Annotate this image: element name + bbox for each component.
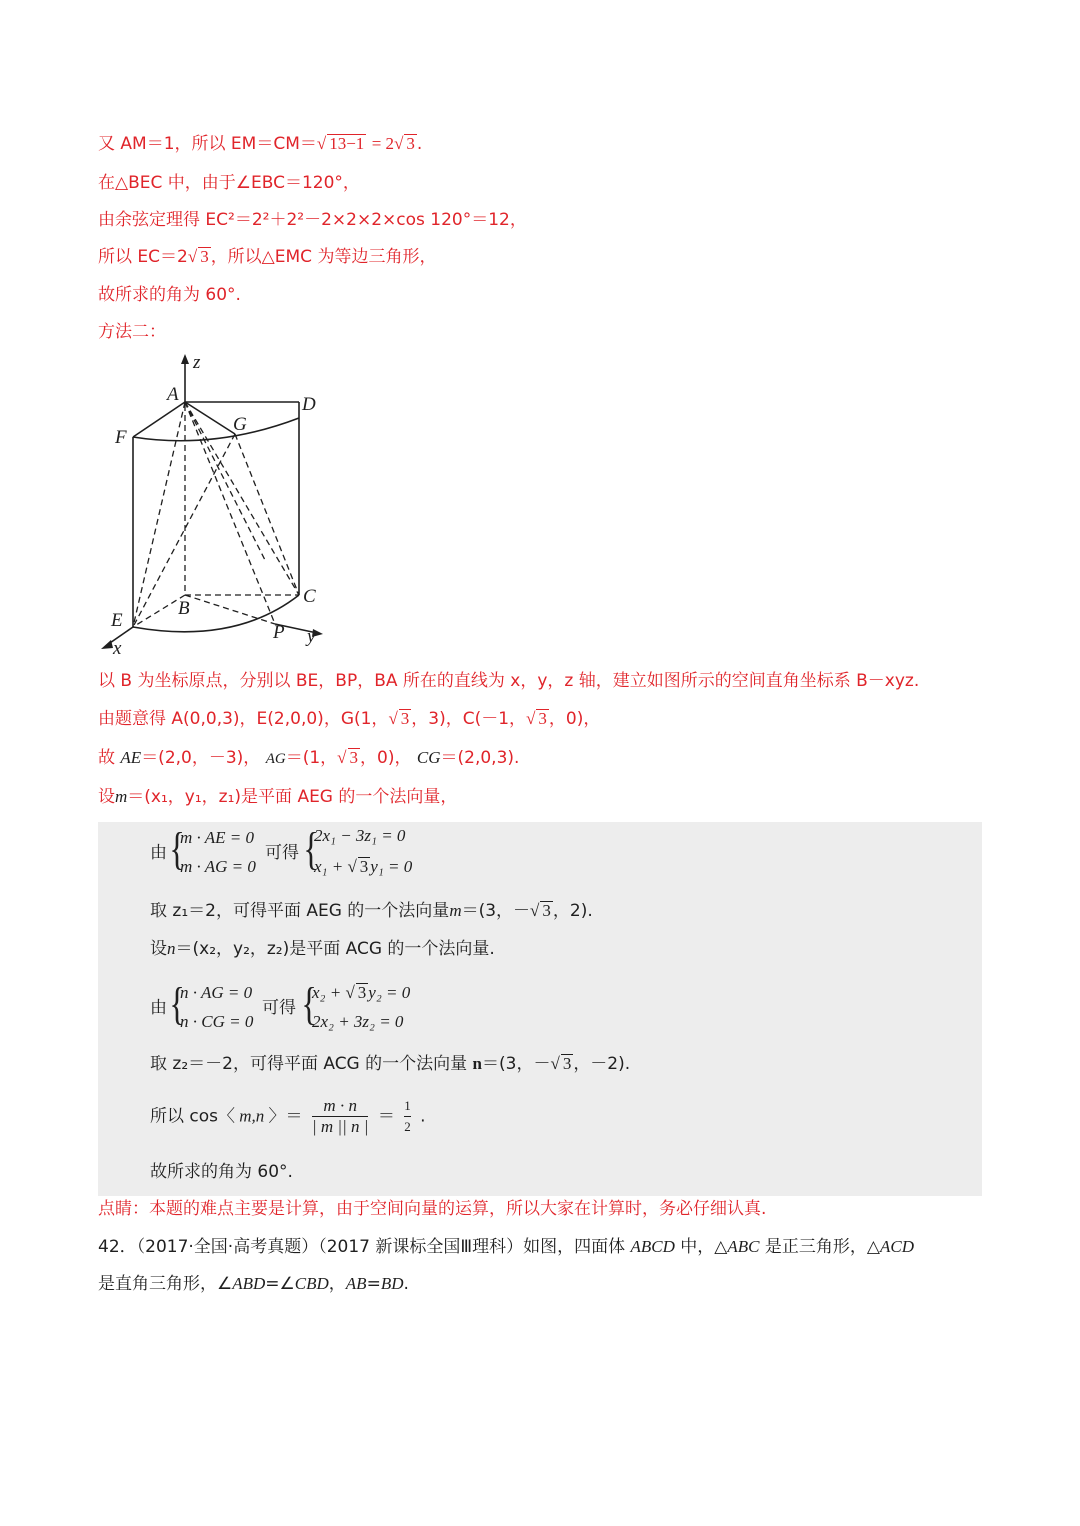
label-x: x: [113, 638, 122, 659]
eq-m-ag: m · AG = 0: [180, 857, 256, 876]
label-d: D: [302, 394, 316, 415]
solution-box: [98, 822, 982, 1196]
brace-left-2: {: [169, 978, 185, 1029]
label-y: y: [307, 626, 316, 647]
label-z: z: [193, 352, 201, 373]
line-cosine-law: 由余弦定理得 EC²＝2²＋2²－2×2×2×cos 120°＝12，: [98, 210, 527, 230]
eq-n-ag: n · AG = 0: [180, 983, 253, 1002]
label-e: E: [111, 610, 123, 631]
label-g: G: [233, 414, 247, 435]
line-bec: 在△BEC 中，由于∠EBC＝120°，: [98, 173, 360, 193]
z-arrow: [181, 354, 189, 364]
line-ec: 所以 EC＝2√ 3 ，所以△EMC 为等边三角形，: [98, 247, 437, 267]
cos-formula: 所以 cos〈 m,n 〉＝ $\frac{m \cdot n}{| m || n |}$ ＝ $\frac{1}{2}$ .: [150, 1096, 426, 1136]
you-1: 由: [150, 843, 167, 863]
label-c: C: [303, 586, 316, 607]
kede-1: 可得: [265, 843, 299, 863]
method-two-heading: 方法二：: [98, 322, 166, 342]
take-z2: 取 z₂＝－2，可得平面 ACG 的一个法向量 n＝(3，－√ 3 ，－2).: [150, 1054, 631, 1074]
label-b: B: [178, 598, 190, 619]
line-points: 由题意得 A(0,0,3)，E(2,0,0)，G(1，√ 3 ，3)，C(－1，√ 3 ，0)，: [98, 709, 601, 729]
question-42-line1: 42．（2017·全国·高考真题）（2017 新课标全国Ⅲ理科）如图，四面体 ABCD 中，△ABC 是正三角形，△ACD: [98, 1237, 914, 1257]
question-42-line2: 是直角三角形，∠ABD=∠CBD，AB=BD.: [98, 1274, 409, 1294]
eq-n-cg: n · CG = 0: [180, 1012, 254, 1031]
line-coordinate-system: 以 B 为坐标原点，分别以 BE，BP，BA 所在的直线为 x，y，z 轴，建立如图所示的空间直角坐标系 B－xyz.: [98, 671, 920, 691]
brace-left-1: {: [169, 823, 185, 874]
line-angle-60: 故所求的角为 60°.: [98, 285, 241, 305]
label-f: F: [115, 427, 127, 448]
brace-right-1: {: [303, 823, 319, 874]
brace-right-2: {: [301, 978, 317, 1029]
kede-2: 可得: [262, 998, 296, 1018]
set-n: 设n＝(x₂，y₂，z₂)是平面 ACG 的一个法向量.: [150, 939, 495, 959]
line-vectors: 故 AE＝(2,0，－3)， AG＝(1，√ 3 ，0)， CG＝(2,0,3).: [98, 748, 520, 768]
line-am: 又 AM＝1，所以 EM＝CM＝√ 13−1 = 2√ 3 .: [98, 134, 423, 154]
geometry-figure: [95, 350, 335, 660]
eq-x1-y1: x₁ + √ 3 y₁ = 0: [314, 857, 413, 876]
label-p: P: [273, 622, 285, 643]
final-angle: 故所求的角为 60°.: [150, 1162, 293, 1182]
line-normal-m: 设m＝(x₁，y₁，z₁)是平面 AEG 的一个法向量，: [98, 787, 458, 807]
eq-x2-y2: x₂ + √ 3 y₂ = 0: [312, 983, 411, 1002]
you-2: 由: [150, 998, 167, 1018]
note-dianjing: 点睛：本题的难点主要是计算，由于空间向量的运算，所以大家在计算时，务必仔细认真.: [98, 1199, 767, 1219]
eq-2x1: 2x₁ − 3z₁ = 0: [314, 826, 406, 845]
eq-m-ae: m · AE = 0: [180, 828, 254, 847]
take-z1: 取 z₁＝2，可得平面 AEG 的一个法向量m＝(3，－√ 3 ，2).: [150, 901, 593, 921]
label-a: A: [167, 384, 179, 405]
eq-2x2: 2x₂ + 3z₂ = 0: [312, 1012, 404, 1031]
